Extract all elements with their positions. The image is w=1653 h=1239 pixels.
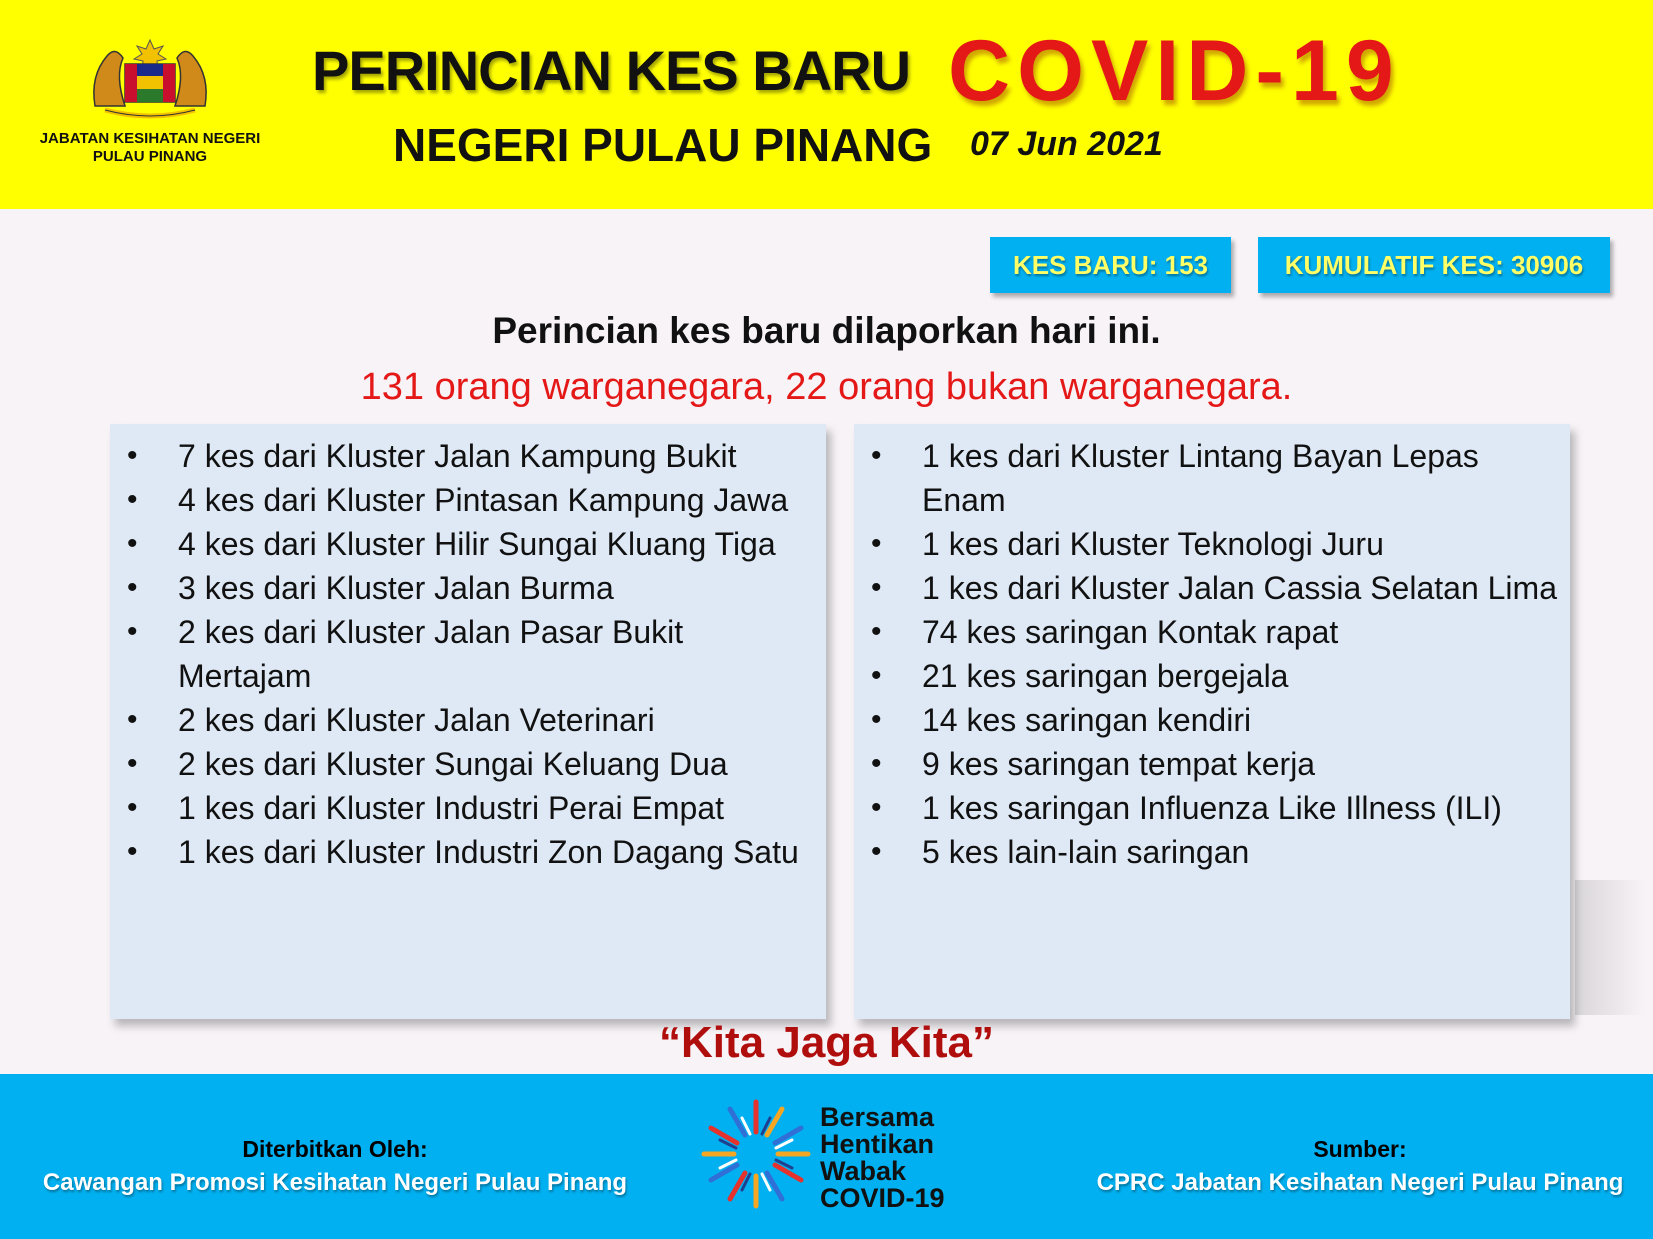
list-item: • 2 kes dari Kluster Jalan Pasar Bukit Mertajam: [110, 610, 816, 698]
source-label: Sumber:: [1313, 1136, 1407, 1162]
list-item: • 1 kes dari Kluster Lintang Bayan Lepas Enam: [854, 434, 1560, 522]
list-item: • 5 kes lain-lain saringan: [854, 830, 1560, 874]
bullet-icon: •: [127, 747, 138, 780]
department-name: JABATAN KESIHATAN NEGERI PULAU PINANG: [39, 130, 261, 165]
bullet-icon: •: [871, 835, 882, 868]
covid-title: COVID-19: [948, 23, 1401, 119]
list-item: • 1 kes dari Kluster Jalan Cassia Selatan Lima: [854, 566, 1560, 610]
bullet-icon: •: [127, 835, 138, 868]
list-item: • 2 kes dari Kluster Jalan Veterinari: [110, 698, 816, 742]
list-item: • 1 kes dari Kluster Industri Perai Empat: [110, 786, 816, 830]
campaign-text: Bersama Hentikan Wabak COVID-19: [820, 1102, 945, 1213]
list-item: • 1 kes dari Kluster Industri Zon Dagang Satu: [110, 830, 816, 874]
list-item: • 3 kes dari Kluster Jalan Burma: [110, 566, 816, 610]
campaign-burst-icon: [700, 1098, 812, 1210]
new-cases-badge: KES BARU: 153: [990, 237, 1231, 293]
bullet-icon: •: [127, 483, 138, 516]
list-item: • 1 kes saringan Influenza Like Illness (ILI): [854, 786, 1560, 830]
panel-shadow: [1575, 880, 1645, 1015]
malaysia-coat-of-arms-icon: [85, 36, 215, 122]
right-case-list: [854, 424, 1570, 874]
bullet-icon: •: [871, 791, 882, 824]
left-case-panel: [110, 424, 826, 1019]
cumulative-cases-badge: KUMULATIF KES: 30906: [1258, 237, 1610, 293]
bullet-icon: •: [871, 659, 882, 692]
publisher-name: Cawangan Promosi Kesihatan Negeri Pulau Pinang: [42, 1169, 628, 1196]
slogan: “Kita Jaga Kita”: [659, 1018, 994, 1067]
list-item: • 1 kes dari Kluster Teknologi Juru: [854, 522, 1560, 566]
bullet-icon: •: [127, 439, 138, 472]
left-case-list: [110, 424, 826, 874]
source-name: CPRC Jabatan Kesihatan Negeri Pulau Pinang: [1096, 1169, 1624, 1196]
list-item: • 14 kes saringan kendiri: [854, 698, 1560, 742]
bullet-icon: •: [871, 703, 882, 736]
report-date: 07 Jun 2021: [970, 125, 1163, 163]
header-bar: [0, 0, 1653, 209]
subtitle: Perincian kes baru dilaporkan hari ini.: [492, 310, 1161, 351]
bullet-icon: •: [127, 703, 138, 736]
bullet-icon: •: [127, 571, 138, 604]
list-item: • 4 kes dari Kluster Hilir Sungai Kluang Tiga: [110, 522, 816, 566]
citizen-summary: 131 orang warganegara, 22 orang bukan warganegara.: [360, 366, 1293, 408]
list-item: • 9 kes saringan tempat kerja: [854, 742, 1560, 786]
bullet-icon: •: [127, 527, 138, 560]
list-item: • 4 kes dari Kluster Pintasan Kampung Jawa: [110, 478, 816, 522]
publisher-block: [30, 1132, 640, 1200]
bullet-icon: •: [871, 439, 882, 472]
bullet-icon: •: [871, 571, 882, 604]
state-title: NEGERI PULAU PINANG: [393, 119, 933, 171]
bullet-icon: •: [871, 615, 882, 648]
bullet-icon: •: [871, 747, 882, 780]
list-item: • 21 kes saringan bergejala: [854, 654, 1560, 698]
list-item: • 7 kes dari Kluster Jalan Kampung Bukit: [110, 434, 816, 478]
source-block: [1090, 1132, 1630, 1200]
page-title: PERINCIAN KES BARU: [312, 39, 911, 102]
bullet-icon: •: [871, 527, 882, 560]
bullet-icon: •: [127, 791, 138, 824]
publisher-label: Diterbitkan Oleh:: [242, 1136, 428, 1162]
list-item: • 74 kes saringan Kontak rapat: [854, 610, 1560, 654]
right-case-panel: [854, 424, 1570, 1019]
bullet-icon: •: [127, 615, 138, 648]
list-item: • 2 kes dari Kluster Sungai Keluang Dua: [110, 742, 816, 786]
